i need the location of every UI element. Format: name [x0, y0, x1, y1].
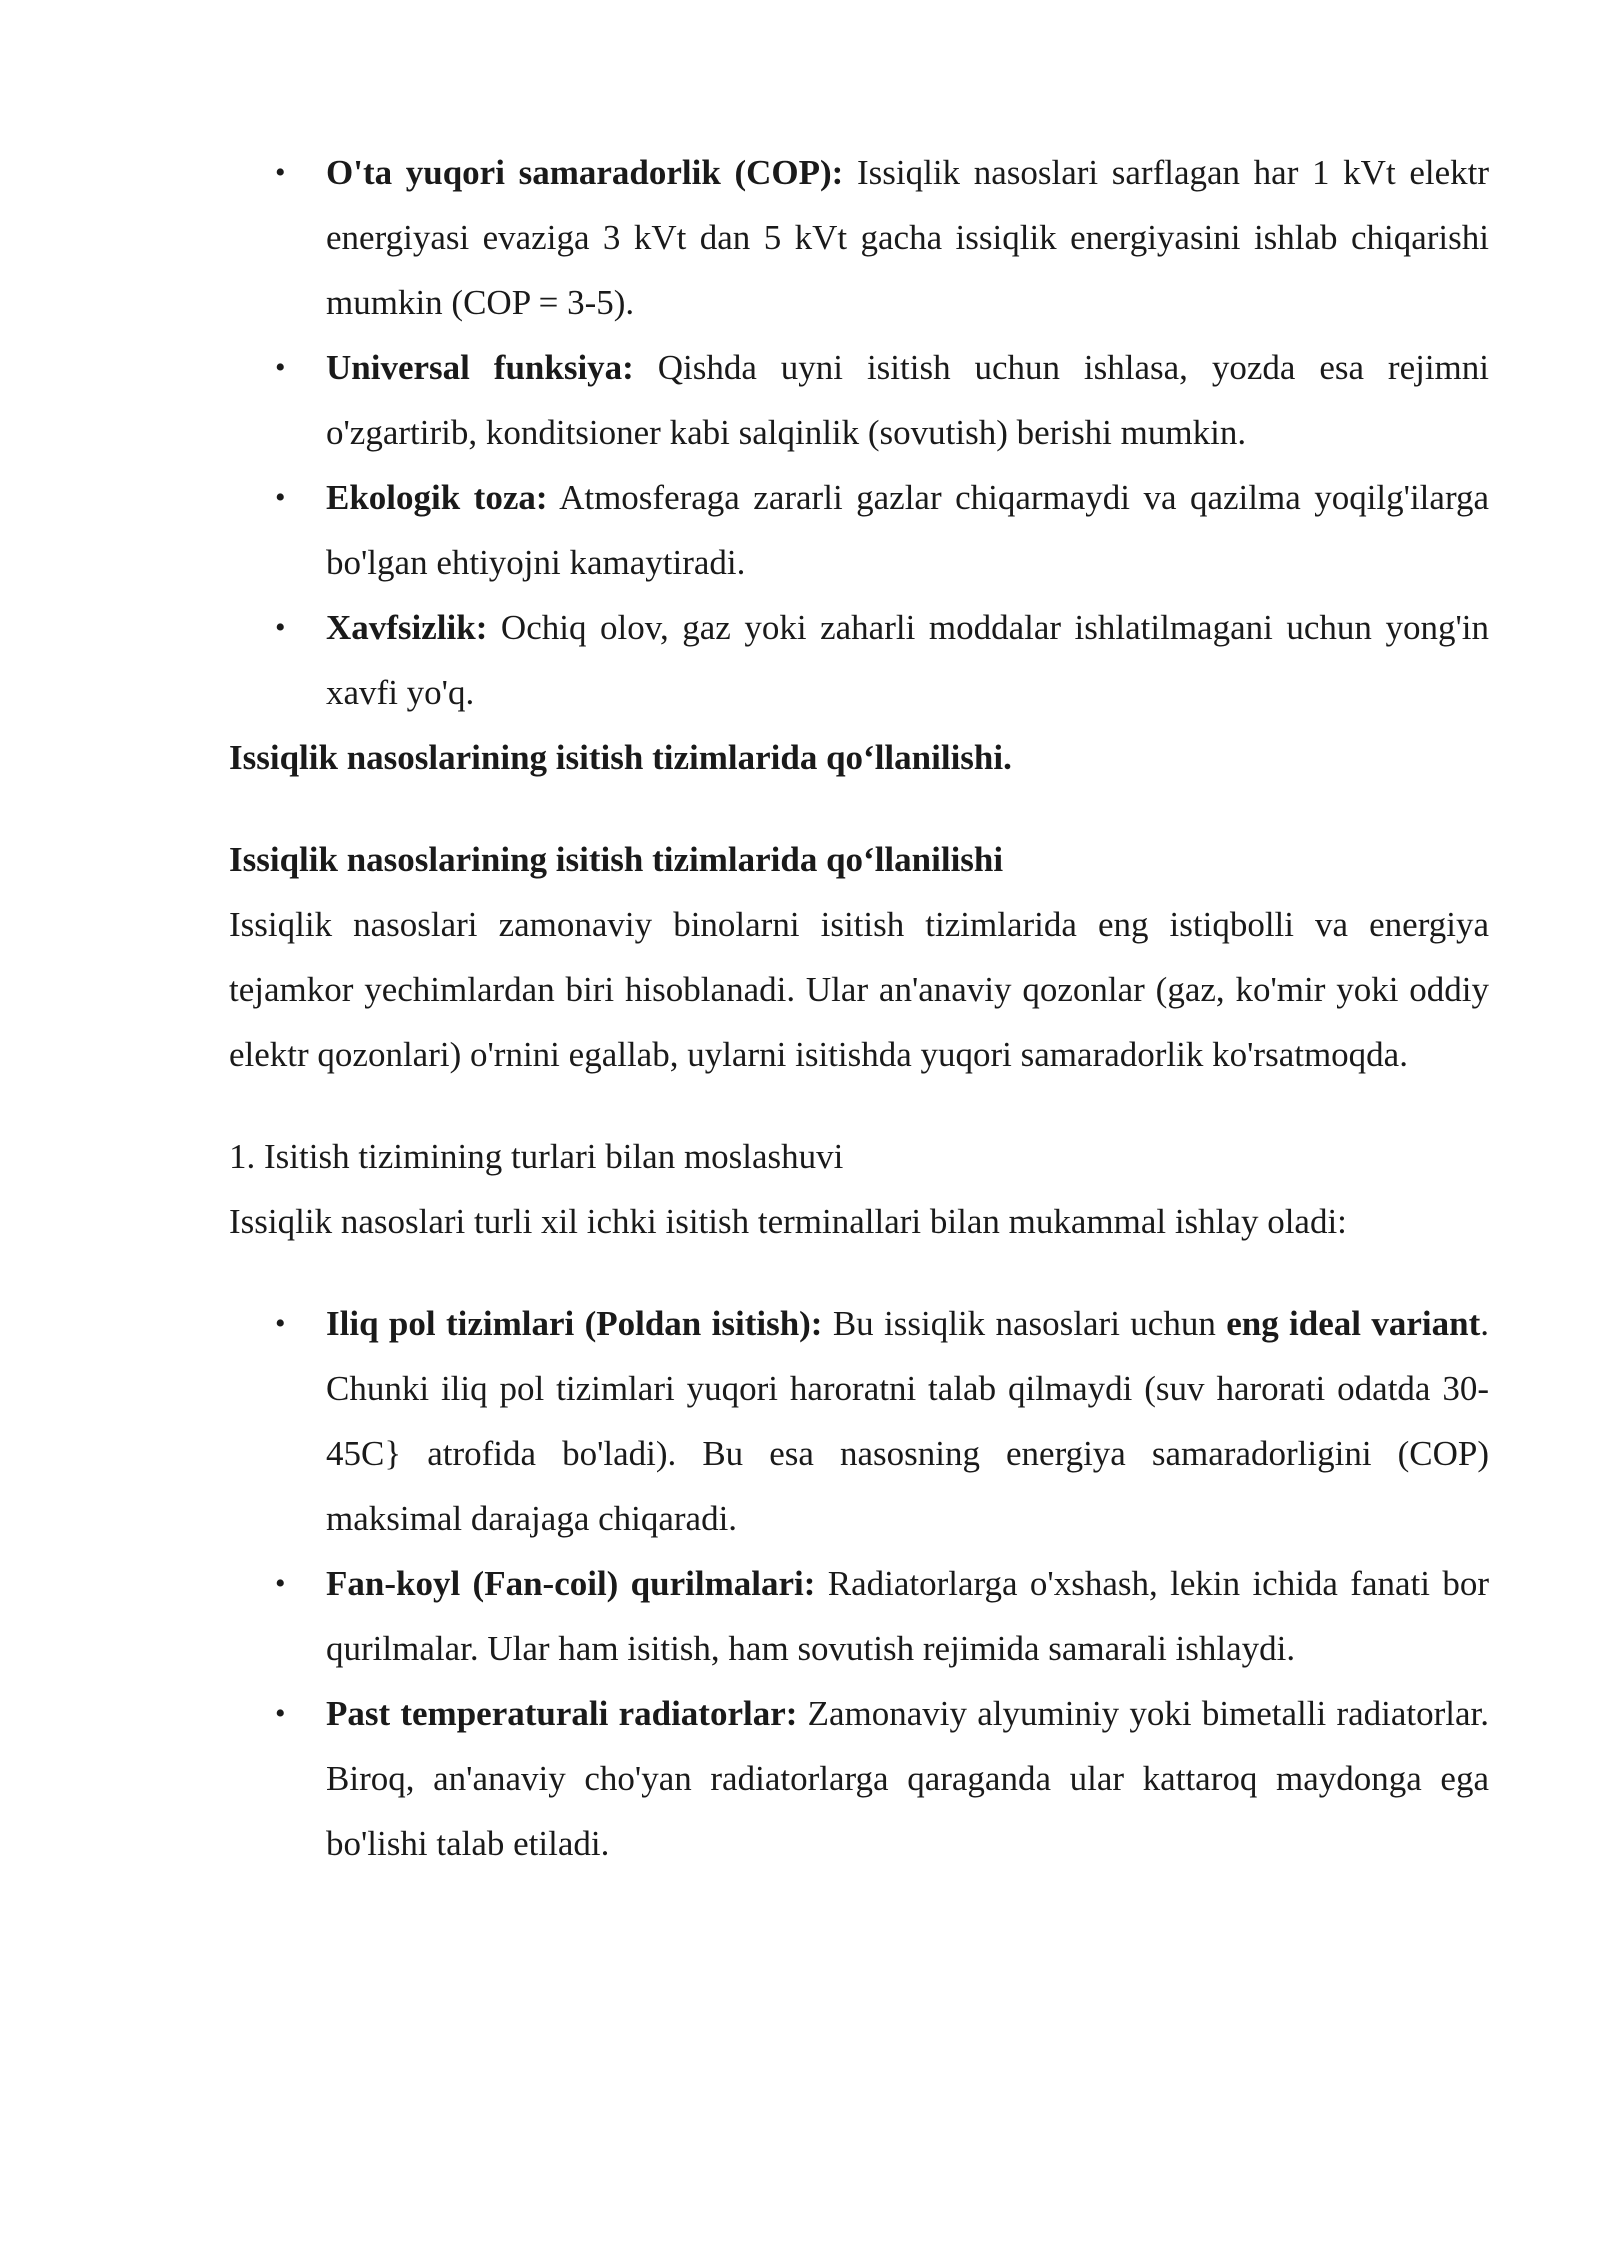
- list-item-text: Qishda uyni isitish uchun ishlasa, yozda esa rejimni o'zgartirib, konditsioner kabi salqinlik (sovutish) berishi mumkin.: [326, 348, 1489, 452]
- list-item-text: Bu issiqlik nasoslari uchun: [822, 1304, 1227, 1343]
- heating-terminals-list: [229, 1291, 1489, 1876]
- list-item: [229, 335, 1489, 465]
- list-item: [229, 1551, 1489, 1681]
- spacer: [229, 1087, 1489, 1124]
- list-item: [229, 1291, 1489, 1551]
- intro-paragraph: Issiqlik nasoslari zamonaviy binolarni isitish tizimlarida eng istiqbolli va energiya tejamkor yechimlardan biri hisoblanadi. Ular an'anaviy qozonlar (gaz, ko'mir yoki oddiy elektr qozonlari) o'rnini egallab, uylarni isitishda yuqori samaradorlik ko'rsatmoqda.: [229, 905, 1489, 1074]
- subsection-lead: Issiqlik nasoslari turli xil ichki isitish terminallari bilan mukammal ishlay oladi:: [229, 1202, 1347, 1241]
- document-page: [229, 140, 1489, 1876]
- list-item: [229, 140, 1489, 335]
- list-item-term: Iliq pol tizimlari (Poldan isitish):: [326, 1304, 823, 1343]
- list-item-text: Zamonaviy alyuminiy yoki bimetalli radiatorlar. Biroq, an'anaviy cho'yan radiatorlarga qaraganda ular kattaroq maydonga ega bo'lishi talab etiladi.: [326, 1694, 1490, 1863]
- spacer: [229, 1254, 1489, 1291]
- list-item-text: Radiatorlarga o'xshash, lekin ichida fanati bor qurilmalar. Ular ham isitish, ham sovutish rejimida samarali ishlaydi.: [326, 1564, 1489, 1668]
- spacer: [229, 790, 1489, 827]
- list-item-text: Atmosferaga zararli gazlar chiqarmaydi va qazilma yoqilg'ilarga bo'lgan ehtiyojni kamaytiradi.: [326, 478, 1489, 582]
- list-item-text: . Chunki iliq pol tizimlari yuqori haroratni talab qilmaydi (suv harorati odatda 30-45C} atrofida bo'ladi). Bu esa nasosning energiya samaradorligini (COP) maksimal darajaga chiqaradi.: [326, 1304, 1489, 1538]
- advantages-list: [229, 140, 1489, 725]
- list-item: [229, 595, 1489, 725]
- list-item-term: Xavfsizlik:: [326, 608, 488, 647]
- section-heading: Issiqlik nasoslarining isitish tizimlarida qo‘llanilishi.: [229, 738, 1012, 777]
- list-item-term: O'ta yuqori samaradorlik (COP):: [326, 153, 844, 192]
- list-item-term: Fan-koyl (Fan-coil) qurilmalari:: [326, 1564, 816, 1603]
- list-item-term: Ekologik toza:: [326, 478, 548, 517]
- list-item-emphasis: eng ideal variant: [1226, 1304, 1481, 1343]
- subsection-title: 1. Isitish tizimining turlari bilan moslashuvi: [229, 1137, 844, 1176]
- list-item-text: Issiqlik nasoslari sarflagan har 1 kVt elektr energiyasi evaziga 3 kVt dan 5 kVt gacha issiqlik energiyasini ishlab chiqarishi mumkin (COP = 3-5).: [326, 153, 1489, 322]
- list-item-term: Past temperaturali radiatorlar:: [326, 1694, 798, 1733]
- list-item-term: Universal funksiya:: [326, 348, 634, 387]
- list-item-text: Ochiq olov, gaz yoki zaharli moddalar ishlatilmagani uchun yong'in xavfi yo'q.: [326, 608, 1489, 712]
- list-item: [229, 1681, 1489, 1876]
- list-item: [229, 465, 1489, 595]
- section-heading: Issiqlik nasoslarining isitish tizimlarida qo‘llanilishi: [229, 840, 1004, 879]
